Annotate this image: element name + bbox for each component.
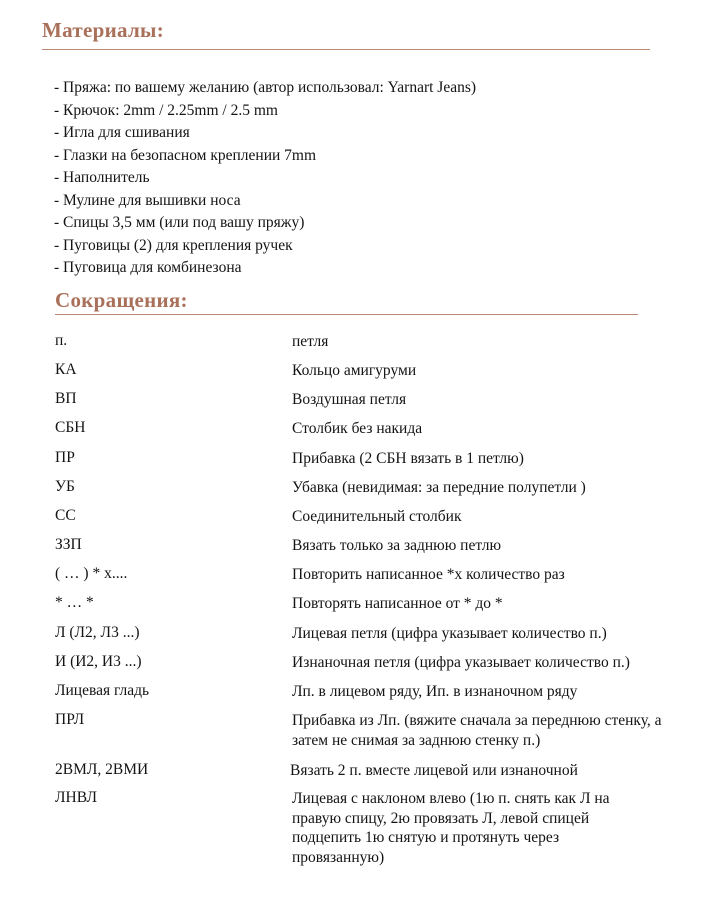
abbreviation-code: * … * (55, 594, 94, 611)
materials-item: - Крючок: 2mm / 2.25mm / 2.5 mm (54, 101, 278, 119)
materials-divider (42, 49, 650, 50)
abbreviation-code: Л (Л2, Л3 ...) (55, 624, 140, 641)
abbreviation-description: Вязать только за заднюю петлю (292, 537, 502, 554)
abbreviation-description: Прибавка из Лп. (вяжите сначала за переднюю стенку, а затем не снимая за заднюю стенку п.) (292, 712, 662, 749)
abbreviation-description: Лицевая с наклоном влево (1ю п. снять как Л на правую спицу, 2ю провязать Л, левой спицей подцепить 1ю снятую и протянуть через провязанную) (292, 790, 610, 866)
abbreviation-code: ЛНВЛ (55, 789, 97, 806)
abbreviation-code: ЗЗП (55, 536, 82, 553)
abbreviation-description: Столбик без накида (292, 420, 423, 437)
abbreviation-description: Воздушная петля (292, 391, 407, 408)
materials-item: - Мулине для вышивки носа (54, 191, 241, 209)
abbreviation-description: Лп. в лицевом ряду, Ип. в изнаночном ряду (292, 683, 578, 700)
abbreviation-description: Прибавка (2 СБН вязать в 1 петлю) (292, 450, 524, 467)
materials-item: - Игла для сшивания (54, 124, 190, 141)
materials-item: - Пуговица для комбинезона (54, 259, 242, 276)
abbreviation-code: ПР (55, 449, 75, 466)
abbreviation-code: п. (55, 332, 68, 349)
abbreviation-code: И (И2, И3 ...) (55, 653, 142, 670)
abbreviation-code: Лицевая гладь (55, 682, 150, 699)
abbreviation-description: Вязать 2 п. вместе лицевой или изнаночной (290, 762, 578, 779)
abbreviation-description: Повторять написанное от * до * (292, 595, 503, 612)
abbreviation-description: Повторить написанное *х количество раз (292, 566, 565, 583)
materials-item: - Наполнитель (54, 169, 150, 186)
materials-item: - Глазки на безопасном креплении 7mm (54, 146, 317, 164)
materials-list (54, 77, 476, 280)
abbreviation-description: Соединительный столбик (292, 508, 462, 525)
abbreviation-description: Убавка (невидимая: за передние полупетли ) (292, 479, 586, 496)
materials-item: - Спицы 3,5 мм (или под вашу пряжу) (54, 214, 305, 231)
abbreviation-code: ( … ) * x.... (55, 565, 128, 582)
abbreviation-code: СБН (55, 419, 86, 436)
abbreviation-code: ВП (55, 390, 77, 407)
abbreviation-description: Кольцо амигуруми (292, 362, 417, 379)
abbreviation-code: КА (55, 361, 77, 378)
materials-item: - Пряжа: по вашему желанию (автор использовал: Yarnart Jeans) (54, 79, 477, 96)
abbreviations-divider (55, 314, 638, 315)
materials-item: - Пуговицы (2) для крепления ручек (54, 236, 293, 254)
abbreviation-code: СС (55, 507, 76, 524)
abbreviation-code: УБ (55, 478, 75, 495)
abbreviation-description: петля (292, 333, 329, 350)
abbreviation-description: Лицевая петля (цифра указывает количество п.) (292, 625, 607, 642)
abbreviation-code: ПРЛ (55, 711, 85, 728)
abbreviation-code: 2ВМЛ, 2ВМИ (55, 761, 149, 778)
abbreviation-description: Изнаночная петля (цифра указывает количество п.) (292, 654, 630, 671)
abbreviations-heading: Сокращения: (55, 288, 188, 312)
materials-heading: Материалы: (42, 18, 165, 42)
